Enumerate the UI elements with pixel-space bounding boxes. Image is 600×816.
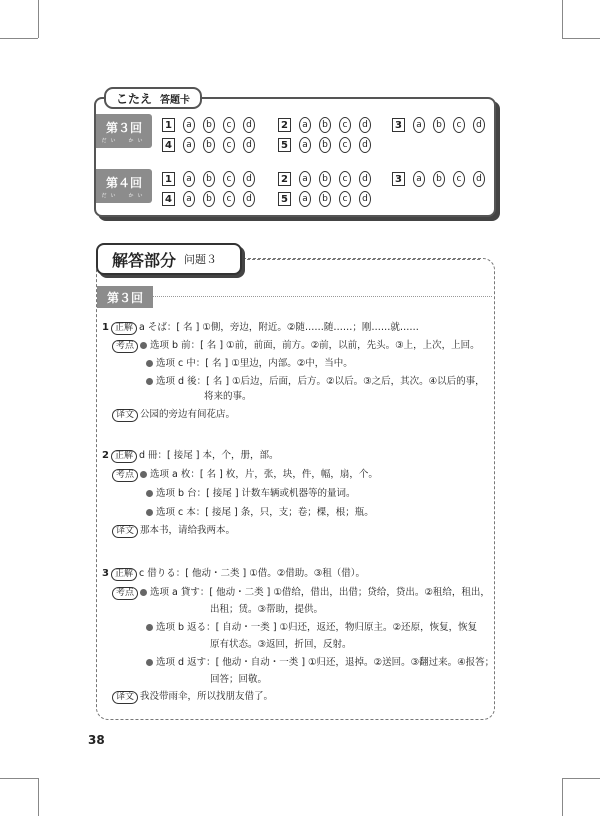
question-number: 5 xyxy=(278,192,291,206)
option-bubble-a[interactable]: a xyxy=(299,191,311,207)
translation-pill: 译文 xyxy=(112,525,138,538)
option-bubble-a[interactable]: a xyxy=(183,137,195,153)
option-bubble-d[interactable]: d xyxy=(359,171,371,187)
option-bubble-c[interactable]: c xyxy=(339,117,351,133)
q3-translation: 译文 我没带雨伞，所以找朋友借了。 xyxy=(112,690,273,704)
question-number: 3 xyxy=(392,118,405,132)
bullet-icon xyxy=(146,659,153,666)
option-bubble-a[interactable]: a xyxy=(413,171,425,187)
option-bubble-d[interactable]: d xyxy=(359,117,371,133)
option-bubble-b[interactable]: b xyxy=(433,117,445,133)
option-bubble-d[interactable]: d xyxy=(473,117,485,133)
round-3-heading: 第３回 xyxy=(97,286,153,308)
answer-card-title: こたえ xyxy=(116,91,153,106)
q1-answer-line: 1 正解 a そば：[ 名 ] ①側，旁边，附近。②随……随……；刚……就…… xyxy=(102,322,419,333)
answer-row-r4-q3 xyxy=(392,171,485,187)
option-bubble-c[interactable]: c xyxy=(453,171,465,187)
point-pill: 考点 xyxy=(112,587,138,600)
option-bubble-d[interactable]: d xyxy=(359,137,371,153)
option-bubble-a[interactable]: a xyxy=(413,117,425,133)
page-number: 38 xyxy=(88,733,105,747)
answer-pill: 正解 xyxy=(111,568,137,581)
answer-row-r3-q3 xyxy=(392,117,485,133)
translation-pill: 译文 xyxy=(112,409,138,422)
option-bubble-d[interactable]: d xyxy=(243,191,255,207)
option-bubble-c[interactable]: c xyxy=(223,171,235,187)
q2-translation: 译文 那本书，请给我两本。 xyxy=(112,524,235,538)
translation-pill: 译文 xyxy=(112,691,138,704)
bullet-icon xyxy=(146,624,153,631)
question-number: 4 xyxy=(162,138,175,152)
answer-pill: 正解 xyxy=(111,322,137,335)
option-bubble-c[interactable]: c xyxy=(339,137,351,153)
option-bubble-b[interactable]: b xyxy=(319,117,331,133)
q1-option-b: 考点 选项 b 前：[ 名 ] ①前，前面，前方。②前，以前，先头。③上，上次，上回。 xyxy=(112,339,480,353)
section-title-main: 解答部分 xyxy=(112,250,177,270)
round-4-tag: 第４回 だい かい xyxy=(96,169,152,203)
crop-mark-top-left-v xyxy=(38,0,39,38)
answer-row-r3-q5 xyxy=(278,137,371,153)
option-bubble-a[interactable]: a xyxy=(299,137,311,153)
option-bubble-d[interactable]: d xyxy=(359,191,371,207)
crop-mark-bottom-left-h xyxy=(0,778,38,779)
q2-option-c: 选项 c 本：[ 接尾 ] 条，只，支；卷；棵，根；瓶。 xyxy=(146,506,374,520)
option-bubble-a[interactable]: a xyxy=(183,171,195,187)
bullet-icon xyxy=(146,378,153,385)
q3-option-d: 选项 d 返す：[ 他动・自动・一类 ] ①归还，退掉。②送回。③翻过来。④报答； xyxy=(146,656,494,670)
option-bubble-c[interactable]: c xyxy=(339,191,351,207)
option-bubble-a[interactable]: a xyxy=(183,117,195,133)
option-bubble-b[interactable]: b xyxy=(203,137,215,153)
question-number: 3 xyxy=(392,172,405,186)
q1-option-c: 选项 c 中：[ 名 ] ①里边，内部。②中，当中。 xyxy=(146,357,353,371)
bullet-icon xyxy=(146,490,153,497)
answer-row-r3-q1 xyxy=(162,117,255,133)
crop-mark-top-right-v xyxy=(562,0,563,38)
crop-mark-top-left-h xyxy=(0,38,38,39)
section-title-sub: 问题３ xyxy=(184,253,218,266)
question-number: 4 xyxy=(162,192,175,206)
bullet-icon xyxy=(146,360,153,367)
crop-mark-bottom-right-v xyxy=(562,778,563,816)
q2-option-a: 考点 选项 a 枚：[ 名 ] 枚，片，张，块，件，幅，扇，个。 xyxy=(112,468,378,482)
option-bubble-c[interactable]: c xyxy=(339,171,351,187)
option-bubble-c[interactable]: c xyxy=(453,117,465,133)
option-bubble-b[interactable]: b xyxy=(319,137,331,153)
q3-option-a: 考点 选项 a 貸す：[ 他动・二类 ] ①借给，借出，出借；贷给，贷出。②租给，租出， xyxy=(112,586,490,600)
option-bubble-b[interactable]: b xyxy=(319,171,331,187)
option-bubble-d[interactable]: d xyxy=(243,171,255,187)
q3-option-d-cont: 回答；回敬。 xyxy=(210,674,268,685)
question-number: 2 xyxy=(278,118,291,132)
option-bubble-c[interactable]: c xyxy=(223,117,235,133)
option-bubble-b[interactable]: b xyxy=(203,117,215,133)
q1-translation: 译文 公园的旁边有间花店。 xyxy=(112,408,235,422)
option-bubble-c[interactable]: c xyxy=(223,137,235,153)
q3-option-b-cont: 原有状态。③返回，折回，反射。 xyxy=(210,639,352,650)
option-bubble-d[interactable]: d xyxy=(243,117,255,133)
question-number: 2 xyxy=(278,172,291,186)
bullet-icon xyxy=(140,471,147,478)
q1-option-d: 选项 d 後：[ 名 ] ①后边，后面，后方。②以后。③之后，其次。④以后的事， xyxy=(146,375,485,389)
round-3-tag: 第３回 だい かい xyxy=(96,114,152,148)
section-title xyxy=(96,243,242,275)
section-title-dash xyxy=(242,259,480,260)
q1-option-d-cont: 将来的事。 xyxy=(204,391,252,402)
option-bubble-d[interactable]: d xyxy=(243,137,255,153)
point-pill: 考点 xyxy=(112,340,138,353)
option-bubble-b[interactable]: b xyxy=(433,171,445,187)
crop-mark-top-right-h xyxy=(562,38,600,39)
answer-row-r4-q2 xyxy=(278,171,371,187)
answer-row-r3-q4 xyxy=(162,137,255,153)
q2-option-b: 选项 b 台：[ 接尾 ] 计数车辆或机器等的量词。 xyxy=(146,487,356,501)
bullet-icon xyxy=(140,342,147,349)
bullet-icon xyxy=(140,589,147,596)
option-bubble-b[interactable]: b xyxy=(203,191,215,207)
answer-row-r4-q4 xyxy=(162,191,255,207)
answer-card-subtitle: 答题卡 xyxy=(160,94,191,106)
answer-card-tab xyxy=(104,87,202,109)
answer-pill: 正解 xyxy=(111,450,137,463)
answer-row-r4-q5 xyxy=(278,191,371,207)
option-bubble-c[interactable]: c xyxy=(223,191,235,207)
q3-answer-line: 3 正解 c 借りる：[ 他动・二类 ] ①借。②借助。③租（借）。 xyxy=(102,568,365,579)
answer-row-r4-q1 xyxy=(162,171,255,187)
option-bubble-a[interactable]: a xyxy=(299,117,311,133)
option-bubble-b[interactable]: b xyxy=(319,191,331,207)
q3-option-a-cont: 出租；赁。③帮助，提供。 xyxy=(210,604,324,615)
q3-option-b: 选项 b 返る：[ 自动・一类 ] ①归还，返还，物归原主。②还原，恢复，恢复 xyxy=(146,621,477,635)
crop-mark-bottom-right-h xyxy=(562,778,600,779)
question-number: 5 xyxy=(278,138,291,152)
bullet-icon xyxy=(146,509,153,516)
option-bubble-b[interactable]: b xyxy=(203,171,215,187)
point-pill: 考点 xyxy=(112,469,138,482)
question-number: 1 xyxy=(162,172,175,186)
question-number: 1 xyxy=(162,118,175,132)
crop-mark-bottom-left-v xyxy=(38,778,39,816)
option-bubble-a[interactable]: a xyxy=(183,191,195,207)
round-3-divider xyxy=(153,296,492,297)
option-bubble-d[interactable]: d xyxy=(473,171,485,187)
answer-row-r3-q2 xyxy=(278,117,371,133)
option-bubble-a[interactable]: a xyxy=(299,171,311,187)
q2-answer-line: 2 正解 d 冊：[ 接尾 ] 本，个，册，部。 xyxy=(102,450,279,461)
